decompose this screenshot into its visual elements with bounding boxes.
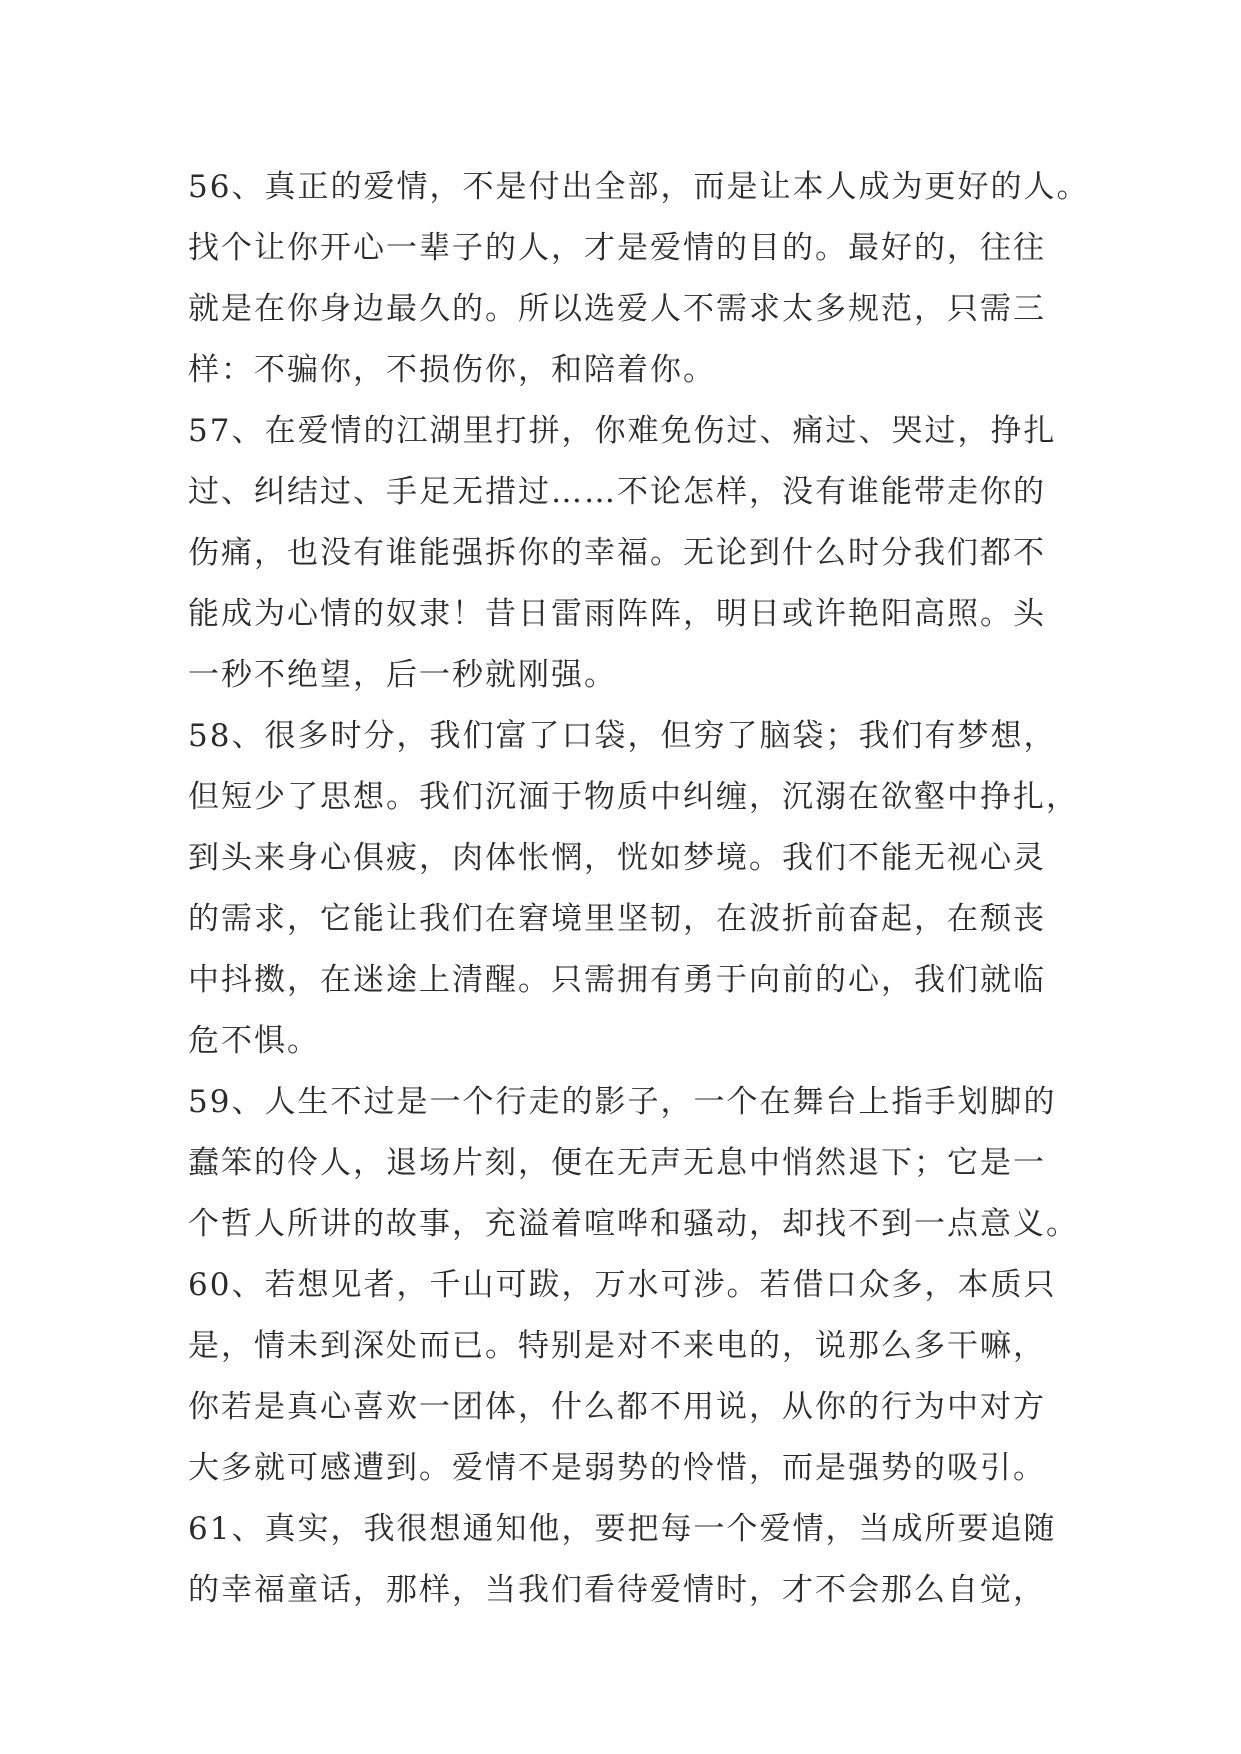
text-line: 中抖擞，在迷途上清醒。只需拥有勇于向前的心，我们就临 bbox=[188, 962, 1046, 998]
text-line: 的需求，它能让我们在窘境里坚韧，在波折前奋起，在颓丧 bbox=[188, 901, 1046, 937]
text-line: 56、真正的爱情，不是付出全部，而是让本人成为更好的人。 bbox=[188, 169, 1090, 205]
text-line: 59、人生不过是一个行走的影子，一个在舞台上指手划脚的 bbox=[188, 1084, 1057, 1120]
text-line: 但短少了思想。我们沉湎于物质中纠缠，沉溺在欲壑中挣扎， bbox=[188, 779, 1079, 815]
text-line: 58、很多时分，我们富了口袋，但穷了脑袋；我们有梦想， bbox=[188, 718, 1057, 754]
text-line: 能成为心情的奴隶！昔日雷雨阵阵，明日或许艳阳高照。头 bbox=[188, 596, 1046, 632]
text-line: 57、在爱情的江湖里打拼，你难免伤过、痛过、哭过，挣扎 bbox=[188, 413, 1057, 449]
text-line: 伤痛，也没有谁能强拆你的幸福。无论到什么时分我们都不 bbox=[188, 535, 1046, 571]
text-line: 危不惧。 bbox=[188, 1023, 320, 1059]
text-line: 找个让你开心一辈子的人，才是爱情的目的。最好的，往往 bbox=[188, 230, 1046, 266]
text-line: 是，情未到深处而已。特别是对不来电的，说那么多干嘛， bbox=[188, 1328, 1046, 1364]
body-text bbox=[188, 157, 1090, 1621]
text-line: 的幸福童话，那样，当我们看待爱情时，才不会那么自觉， bbox=[188, 1572, 1046, 1608]
text-line: 61、真实，我很想通知他，要把每一个爱情，当成所要追随 bbox=[188, 1511, 1057, 1547]
text-line: 到头来身心俱疲，肉体怅惘，恍如梦境。我们不能无视心灵 bbox=[188, 840, 1046, 876]
text-line: 就是在你身边最久的。所以选爱人不需求太多规范，只需三 bbox=[188, 291, 1046, 327]
text-line: 过、纠结过、手足无措过……不论怎样，没有谁能带走你的 bbox=[188, 474, 1046, 510]
text-line: 一秒不绝望，后一秒就刚强。 bbox=[188, 657, 617, 693]
text-line: 个哲人所讲的故事，充溢着喧哗和骚动，却找不到一点意义。 bbox=[188, 1206, 1079, 1242]
text-line: 大多就可感遭到。爱情不是弱势的怜惜，而是强势的吸引。 bbox=[188, 1450, 1046, 1486]
text-line: 样：不骗你，不损伤你，和陪着你。 bbox=[188, 352, 716, 388]
text-line: 60、若想见者，千山可跋，万水可涉。若借口众多，本质只 bbox=[188, 1267, 1057, 1303]
text-line: 你若是真心喜欢一团体，什么都不用说，从你的行为中对方 bbox=[188, 1389, 1046, 1425]
text-line: 蠢笨的伶人，退场片刻，便在无声无息中悄然退下；它是一 bbox=[188, 1145, 1046, 1181]
